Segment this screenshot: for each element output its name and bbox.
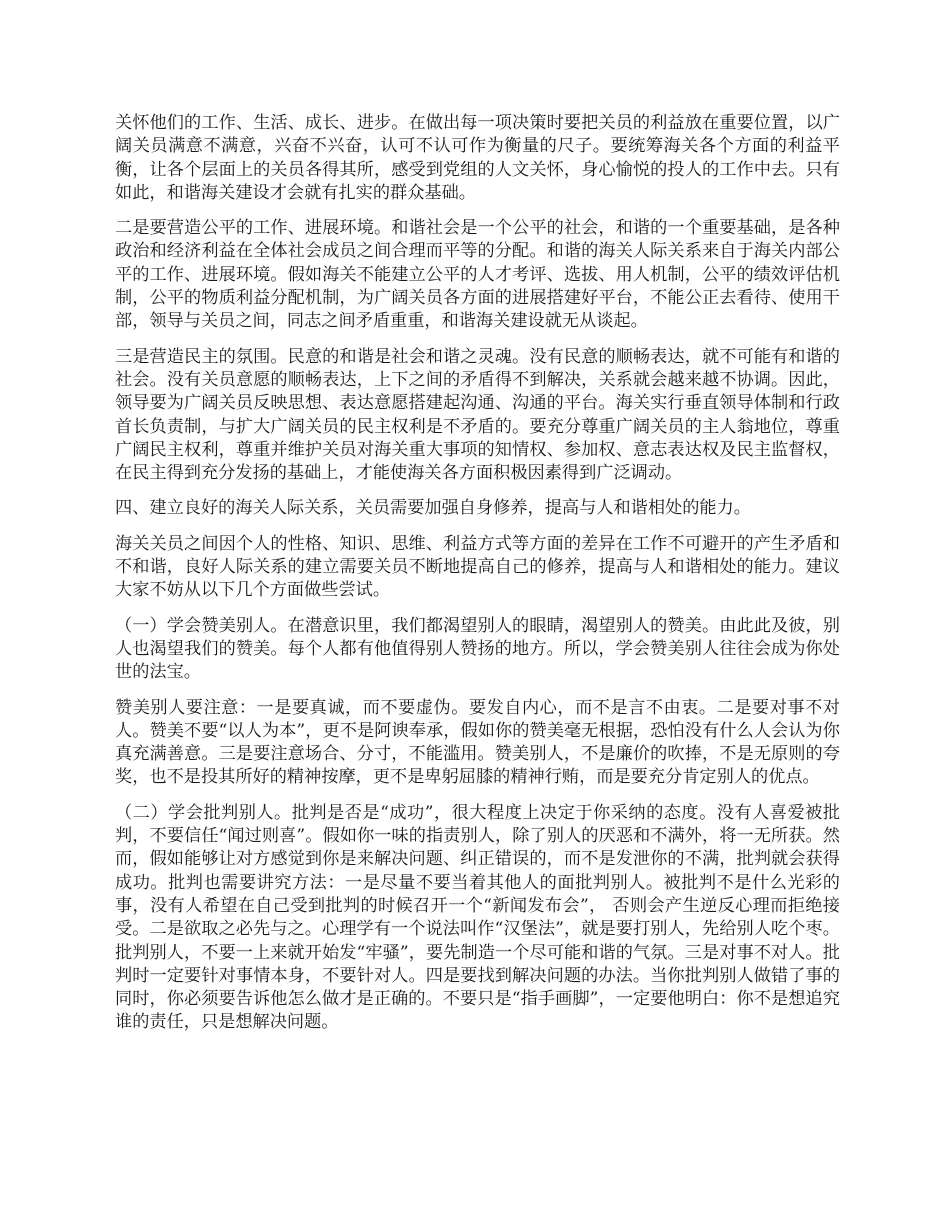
paragraph-care-for-staff: 关怀他们的工作、生活、成长、进步。在做出每一项决策时要把关员的利益放在重要位置，以广阔关员满意不满意，兴奋不兴奋，认可不认可作为衡量的尺子。要统筹海关各个方面的利益平衡，让各个层面上的关员各得其所，感受到党组的人文关怀，身心愉悦的投人的工作中去。只有如此，和谐海关建设才会就有扎实的群众基础。 <box>115 113 840 203</box>
paragraph-praise-notes: 赞美别人要注意：一是要真诚，而不要虚伪。要发自内心，而不是言不由衷。二是要对事不对人。赞美不要“以人为本”，更不是阿谀奉承，假如你的赞美毫无根据，恐怕没有什么人会认为你真充满善意。三是要注意场合、分寸，不能滥用。赞美别人，不是廉价的吹捧，不是无原则的夸奖，也不是投其所好的精神按摩，更不是卑躬屈膝的精神行贿，而是要充分肯定别人的优点。 <box>115 697 840 788</box>
paragraph-democratic-atmosphere: 三是营造民主的氛围。民意的和谐是社会和谐之灵魂。没有民意的顺畅表达，就不可能有和谐的社会。没有关员意愿的顺畅表达，上下之间的矛盾得不到解决，关系就会越来越不协调。因此，领导要为广阔关员反映思想、表达意愿搭建起沟通、沟通的平台。海关实行垂直领导体制和行政首长负责制，与扩大广阔关员的民主权利是不矛盾的。要充分尊重广阔关员的主人翁地位，尊重广阔民主权利，尊重并维护关员对海关重大事项的知情权、参加权、意志表达权及民主监督权，在民主得到充分发扬的基础上，才能使海关各方面积极因素得到广泛调动。 <box>115 346 840 484</box>
paragraph-fair-environment: 二是要营造公平的工作、进展环境。和谐社会是一个公平的社会，和谐的一个重要基础，是各种政治和经济利益在全体社会成员之间合理而平等的分配。和谐的海关人际关系来自于海关内部公平的工作、进展环境。假如海关不能建立公平的人才考评、选拔、用人机制，公平的绩效评估机制，公平的物质利益分配机制，为广阔关员各方面的进展搭建好平台，不能公正去看待、使用干部，领导与关员之间，同志之间矛盾重重，和谐海关建设就无从谈起。 <box>115 218 840 332</box>
paragraph-learn-to-criticize: （二）学会批判别人。批判是否是“成功”，很大程度上决定于你采纳的态度。没有人喜爱被批判，不要信任“闻过则喜”。假如你一味的指责别人，除了别人的厌恶和不满外，将一无所获。然而，假如能够让对方感觉到你是来解决问题、纠正错误的，而不是发泄你的不满，批判就会获得成功。批判也需要讲究方法：一是尽量不要当着其他人的面批判别人。被批判不是什么光彩的事，没有人希望在自己受到批判的时候召开一个“新闻发布会”， 否则会产生逆反心理而拒绝接受。二是欲取之必先与之。心理学有一个说法叫作“汉堡法”，就是要打别人，先给别人吃个枣。批判别人，不要一上来就开始发“牢骚”，要先制造一个尽可能和谐的气氛。三是对事不对人。批判时一定要针对事情本身，不要针对人。四是要找到解决问题的办法。当你批判别人做错了事的同时，你必须要告诉他怎么做才是正确的。不要只是“指手画脚”，一定要他明白：你不是想追究谁的责任，只是想解决问题。 <box>115 802 840 1033</box>
paragraph-staff-differences: 海关关员之间因个人的性格、知识、思维、利益方式等方面的差异在工作不可避开的产生矛盾和不和谐，良好人际关系的建立需要关员不断地提高自己的修养，提高与人和谐相处的能力。建议大家不妨从以下几个方面做些尝试。 <box>115 533 840 601</box>
paragraph-learn-to-praise: （一）学会赞美别人。在潜意识里，我们都渴望别人的眼睛，渴望别人的赞美。由此此及彼，别人也渴望我们的赞美。每个人都有他值得别人赞扬的地方。所以，学会赞美别人往往会成为你处世的法宝。 <box>115 615 840 683</box>
document-body <box>115 112 840 1047</box>
section-heading-four: 四、建立良好的海关人际关系，关员需要加强自身修养，提高与人和谐相处的能力。 <box>115 498 751 519</box>
